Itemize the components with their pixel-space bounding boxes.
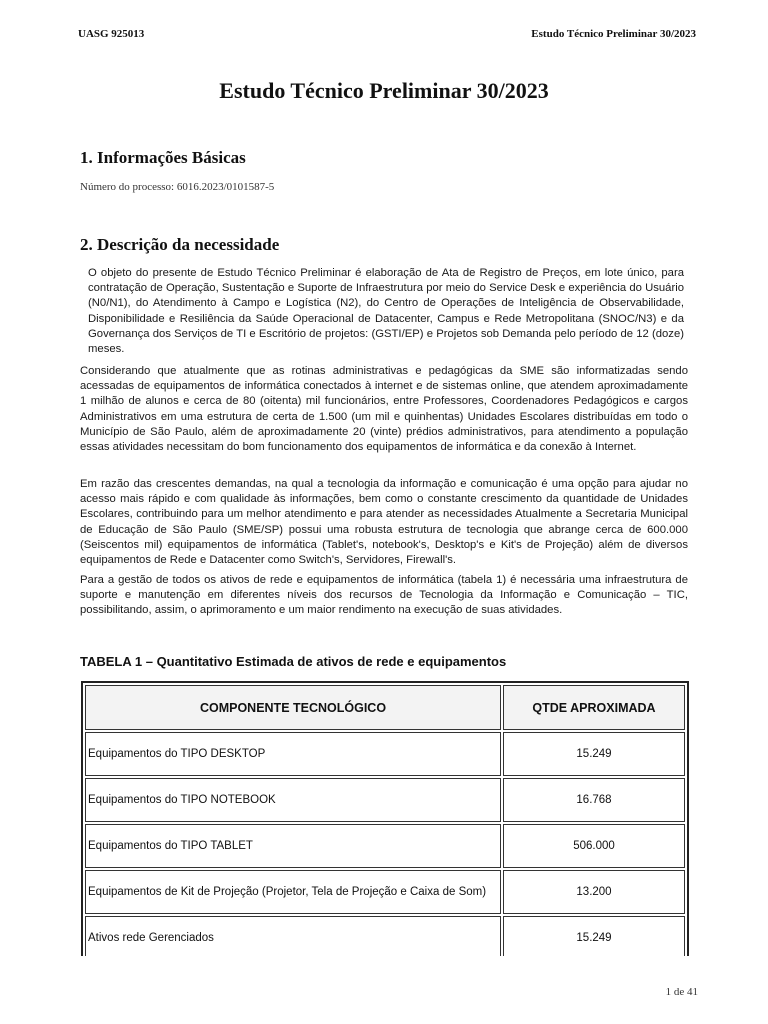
paragraph-gestao: Para a gestão de todos os ativos de rede e equipamentos de informática (tabela 1) é necessária uma infraestrutura de suporte e manutenção em diferentes níveis dos recursos de Tecnologia da Informação e Comunicação – TIC, possibilitando, assim, o aprimoramento e um maior rendimento na execução de suas atividades. xyxy=(80,574,688,617)
document-title: Estudo Técnico Preliminar 30/2023 xyxy=(219,78,549,103)
row-quantity: 13.200 xyxy=(503,870,685,914)
table-row xyxy=(85,778,685,822)
equipment-table-container xyxy=(81,681,689,956)
row-component: Equipamentos de Kit de Projeção (Projetor, Tela de Projeção e Caixa de Som) xyxy=(85,870,501,914)
process-number: Número do processo: 6016.2023/0101587-5 xyxy=(80,181,275,193)
table-row xyxy=(85,732,685,776)
equipment-table xyxy=(83,683,687,956)
row-quantity: 506.000 xyxy=(503,824,685,868)
section-2-heading: 2. Descrição da necessidade xyxy=(80,235,280,254)
row-component: Equipamentos do TIPO NOTEBOOK xyxy=(85,778,501,822)
table-title: TABELA 1 – Quantitativo Estimada de ativos de rede e equipamentos xyxy=(80,654,507,669)
row-component: Ativos rede Gerenciados xyxy=(85,916,501,956)
page-number: 1 de 41 xyxy=(665,986,698,998)
table-row xyxy=(85,870,685,914)
header-component: COMPONENTE TECNOLÓGICO xyxy=(85,685,501,730)
table-row xyxy=(85,824,685,868)
header-doc-title: Estudo Técnico Preliminar 30/2023 xyxy=(531,28,696,40)
section-1-heading: 1. Informações Básicas xyxy=(80,148,246,167)
header-uasg: UASG 925013 xyxy=(78,28,145,40)
row-quantity: 16.768 xyxy=(503,778,685,822)
header-quantity: QTDE APROXIMADA xyxy=(503,685,685,730)
paragraph-em-razao: Em razão das crescentes demandas, na qual a tecnologia da informação e comunicação é uma opção para ajudar no acesso mais rápido e com qualidade às informações, bem como o constante crescimento da quantidade de Unidades Escolares, contribuindo para um melhor atendimento e para atender as necessidades Atualmente a Secretaria Municipal de Educação de São Paulo (SME/SP) possui uma robusta estrutura de tecnologia que abrange cerca de 600.000 (Seiscentos mil) equipamentos de informática (Tablet's, notebook's, Desktop's e Kit's de Projeção) além de diversos equipamentos de Rede e Datacenter como Switch's, Servidores, Firewall's. xyxy=(80,478,688,567)
table-row xyxy=(85,916,685,956)
row-quantity: 15.249 xyxy=(503,732,685,776)
paragraph-considerando: Considerando que atualmente que as rotinas administrativas e pedagógicas da SME são informatizadas sendo acessadas de equipamentos de informática conectados à internet e de sistemas online, que atendem aproximadamente 1 milhão de alunos e cerca de 80 (oitenta) mil funcionários, entre Professores, Coordenadores Pedagógicos e cargos Administrativos em uma estrutura de certa de 1.500 (um mil e quinhentas) Unidades Escolares distribuídas em todo o Município de São Paulo, além de aproximadamente 20 (vinte) prédios administrativos, para atendimento a população essas atividades necessitam do bom funcionamento dos equipamentos de informática e da conexão à Internet. xyxy=(80,365,688,454)
table-header-row xyxy=(85,685,685,730)
row-quantity: 15.249 xyxy=(503,916,685,956)
row-component: Equipamentos do TIPO TABLET xyxy=(85,824,501,868)
paragraph-objeto: O objeto do presente de Estudo Técnico Preliminar é elaboração de Ata de Registro de Preços, em lote único, para contratação de Operação, Sustentação e Suporte de Infraestrutura por meio do Service Desk e experiência do Usuário (N0/N1), do Atendimento à Campo e Logística (N2), do Centro de Operações de Inteligência de Observabilidade, Disponibilidade e Resiliência da Saúde Operacional de Datacenter, Campus e Rede Metropolitana (SNOC/N3) e da Governança dos Serviços de TI e Escritório de projetos: (GSTI/EP) e Projetos sob Demanda pelo período de 12 (doze) meses. xyxy=(88,267,684,356)
row-component: Equipamentos do TIPO DESKTOP xyxy=(85,732,501,776)
